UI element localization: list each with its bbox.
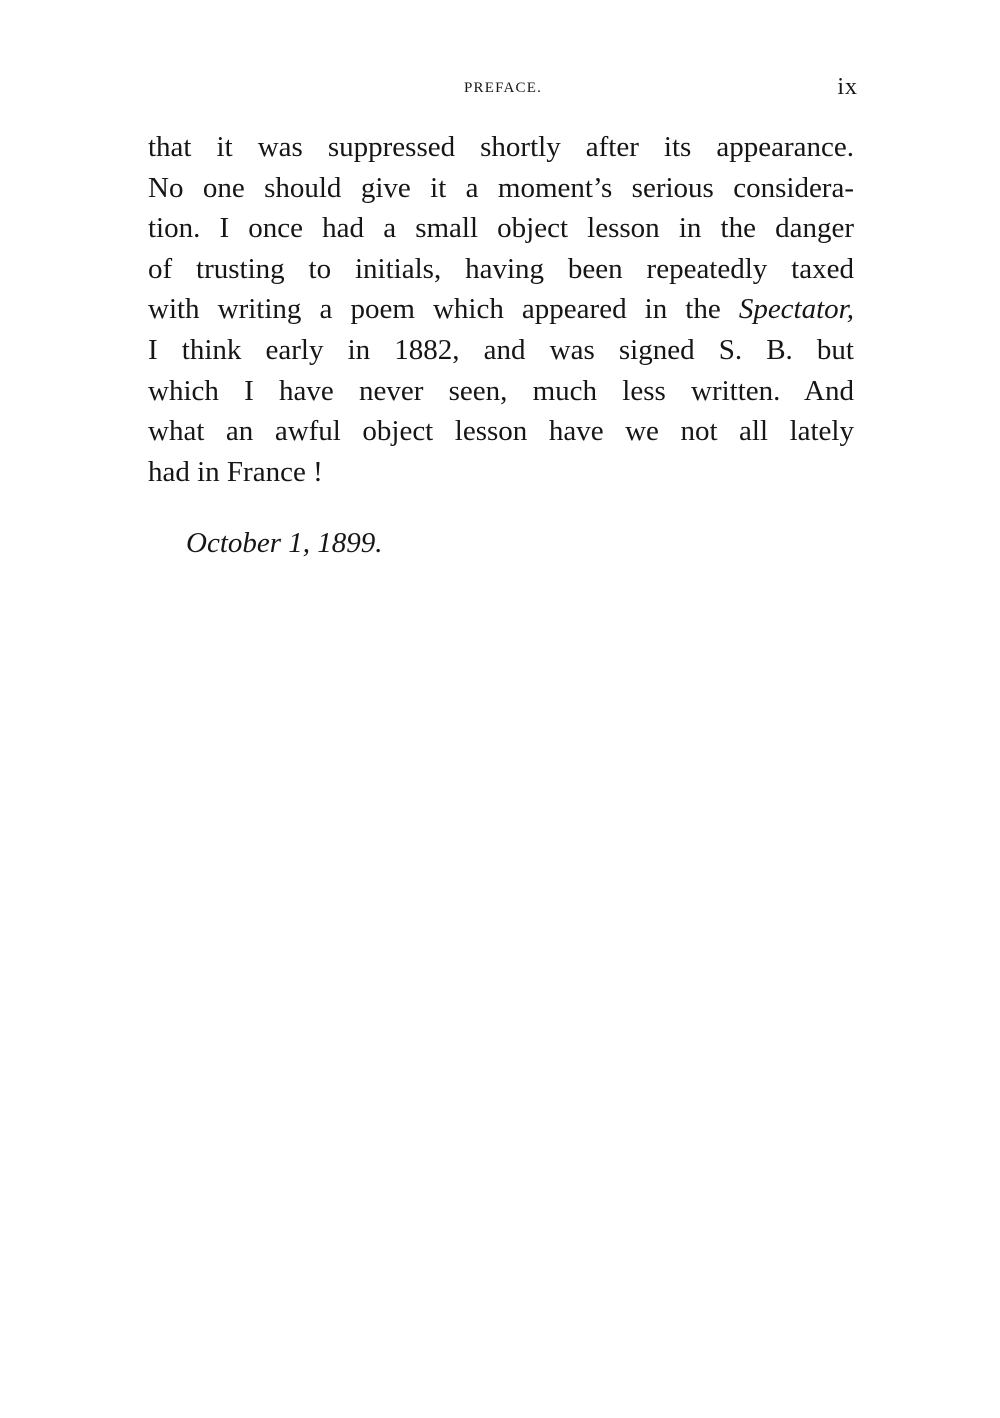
spectator-title: Spectator,	[738, 293, 854, 326]
text-line-5-roman: with writing a poem which appeared in the	[148, 293, 739, 326]
preface-date: October 1, 1899.	[186, 527, 383, 559]
text-line-1: that it was suppressed shortly after its appearance.	[148, 131, 854, 163]
preface-paragraph	[148, 127, 854, 492]
text-line-7: which I have never seen, much less written. And	[148, 374, 854, 407]
text-line-6: I think early in 1882, and was signed S. B. but	[148, 333, 854, 366]
page-number: ix	[837, 74, 858, 100]
text-line-3: tion. I once had a small object lesson in the danger	[148, 212, 854, 245]
text-line-5	[148, 289, 854, 330]
text-line-2: No one should give it a moment’s serious considera-	[148, 171, 854, 204]
text-line-9: had in France !	[148, 455, 323, 488]
running-header	[148, 76, 858, 106]
text-line-4: of trusting to initials, having been repeatedly taxed	[148, 252, 854, 285]
running-title: PREFACE.	[463, 80, 543, 96]
text-line-8: what an awful object lesson have we not all lately	[148, 415, 854, 448]
